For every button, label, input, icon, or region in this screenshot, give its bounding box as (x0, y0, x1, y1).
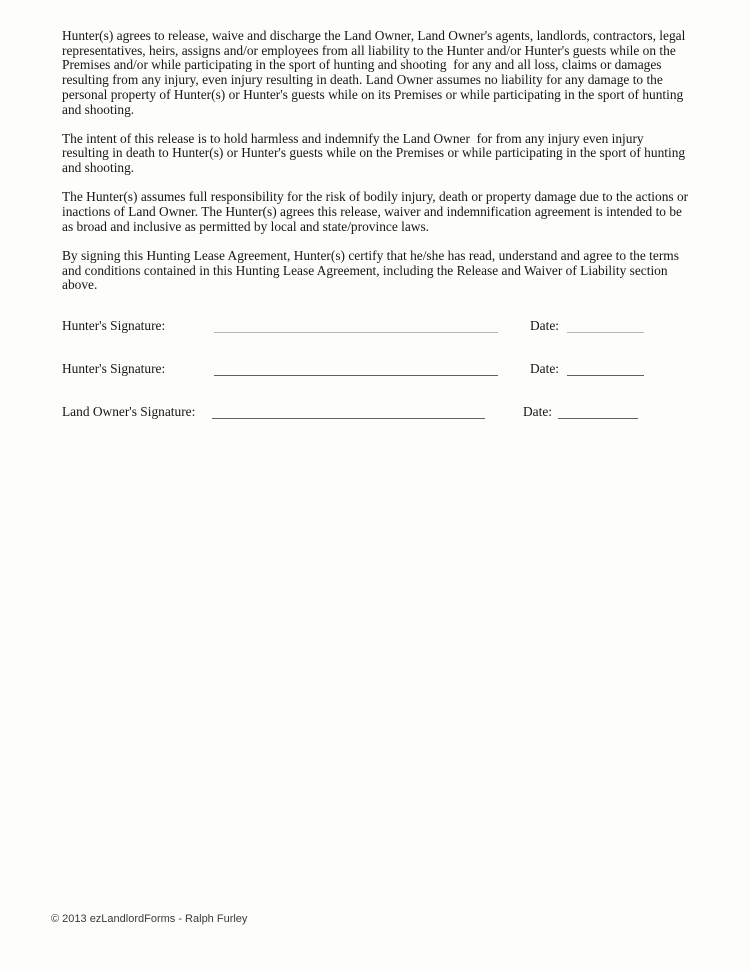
signature-row-hunter-1 (62, 317, 689, 334)
hunter-signature-line-1 (214, 331, 498, 333)
hunter-signature-label-1: Hunter's Signature: (62, 318, 166, 333)
signature-row-land-owner (62, 403, 689, 420)
date-line-3 (558, 417, 638, 419)
release-paragraph-2: The intent of this release is to hold harmless and indemnify the Land Owner for from any injury even injury resulting in death to Hunter(s) or Hunter's guests while on the Premises or while participating in the sport of hunting and shooting. (62, 130, 689, 176)
date-line-1 (567, 331, 644, 333)
release-paragraph-1: Hunter(s) agrees to release, waive and discharge the Land Owner, Land Owner's agents, landlords, contractors, legal representatives, heirs, assigns and/or employees from all liability to the Hunter and/or Hunter's guests while on the Premises and/or while participating in the sport of hunting and shooting for any and all loss, claims or damages resulting from any injury, even injury resulting in death. Land Owner assumes no liability for any damage to the personal property of Hunter(s) or Hunter's guests while on its Premises or while participating in the sport of hunting and shooting. (62, 28, 689, 117)
signature-section (62, 317, 689, 446)
release-paragraph-3: The Hunter(s) assumes full responsibility for the risk of bodily injury, death or property damage due to the actions or inactions of Land Owner. The Hunter(s) agrees this release, waiver and indemnification agreement is intended to be as broad and inclusive as permitted by local and state/province laws. (62, 189, 692, 234)
hunter-signature-label-2: Hunter's Signature: (62, 361, 166, 376)
release-paragraph-4: By signing this Hunting Lease Agreement, Hunter(s) certify that he/she has read, understand and agree to the terms and conditions contained in this Hunting Lease Agreement, including the Release and Waiver of Liability section above. (62, 247, 683, 293)
signature-row-hunter-2 (62, 360, 689, 377)
date-line-2 (567, 374, 644, 376)
land-owner-signature-line (212, 417, 485, 419)
release-text-section (62, 28, 692, 308)
hunter-signature-line-2 (214, 374, 498, 376)
footer-copyright: © 2013 ezLandlordForms - Ralph Furley (51, 913, 248, 925)
date-label-1: Date: (530, 318, 559, 333)
land-owner-signature-label: Land Owner's Signature: (62, 404, 196, 419)
date-label-3: Date: (523, 404, 552, 419)
date-label-2: Date: (530, 361, 559, 376)
